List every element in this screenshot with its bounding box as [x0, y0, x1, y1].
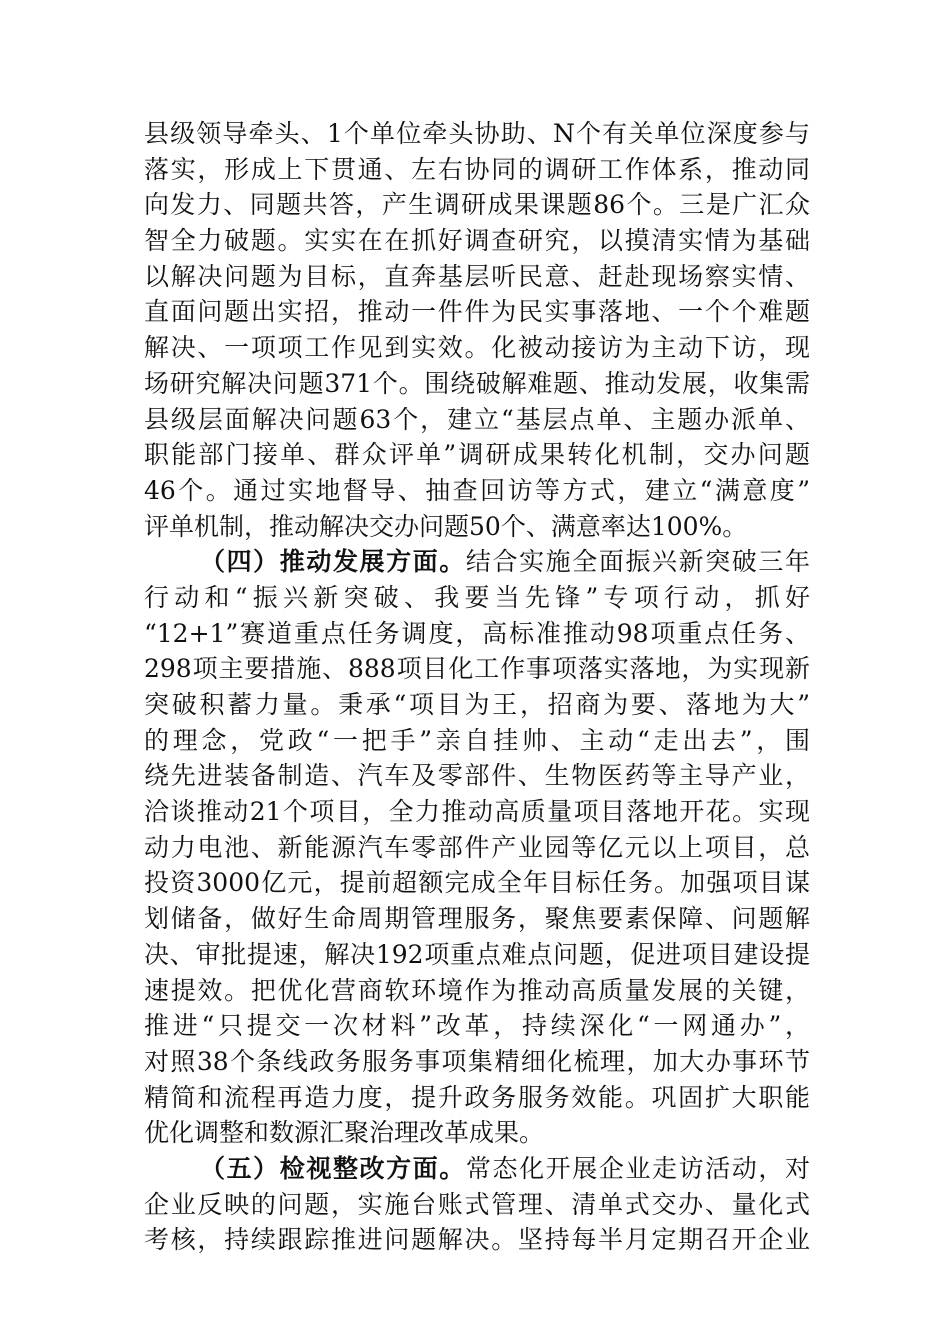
text-line: 评单机制，推动解决交办问题50个、满意率达100%。	[144, 511, 748, 541]
text-line: 推进“只提交一次材料”改革，持续深化“一网通办”，	[144, 1011, 810, 1041]
text-line: 298项主要措施、888项目化工作事项落实落地，为实现新	[144, 654, 810, 684]
section-first-line	[144, 544, 810, 580]
text-line: 划储备，做好生命周期管理服务，聚焦要素保障、问题解	[144, 904, 810, 934]
text-line: 洽谈推动21个项目，全力推动高质量项目落地开花。实现	[144, 797, 810, 827]
text-line: 智全力破题。实实在在抓好调查研究，以摸清实情为基础	[144, 226, 810, 256]
text-line: 场研究解决问题371个。围绕破解难题、推动发展，收集需	[144, 368, 810, 398]
text-line: 速提效。把优化营商软环境作为推动高质量发展的关键，	[144, 975, 810, 1005]
section-first-line-text: 结合实施全面振兴新突破三年	[465, 547, 810, 577]
text-line: 考核，持续跟踪推进问题解决。坚持每半月定期召开企业	[144, 1225, 810, 1255]
paragraph-research	[144, 116, 810, 544]
text-line: 行动和“振兴新突破、我要当先锋”专项行动，抓好	[144, 582, 810, 612]
text-line: 落实，形成上下贯通、左右协同的调研工作体系，推动同	[144, 154, 810, 184]
paragraph-rectification	[144, 1151, 810, 1258]
text-line: 46个。通过实地督导、抽查回访等方式，建立“满意度”	[144, 475, 811, 505]
text-line: 解决、一项项工作见到实效。化被动接访为主动下访，现	[144, 333, 810, 363]
text-line: “12+1”赛道重点任务调度，高标准推动98项重点任务、	[144, 618, 810, 648]
text-line: 投资3000亿元，提前超额完成全年目标任务。加强项目谋	[144, 868, 810, 898]
section-first-line	[144, 1151, 810, 1187]
text-line: 直面问题出实招，推动一件件为民实事落地、一个个难题	[144, 297, 810, 327]
text-line: 县级层面解决问题63个，建立“基层点单、主题办派单、	[144, 404, 810, 434]
document-body	[144, 116, 810, 1258]
section-heading: （五）检视整改方面。	[200, 1153, 466, 1183]
text-line: 动力电池、新能源汽车零部件产业园等亿元以上项目，总	[144, 832, 810, 862]
text-line: 县级领导牵头、1个单位牵头协助、N个有关单位深度参与	[144, 119, 810, 148]
text-line: 以解决问题为目标，直奔基层听民意、赶赴现场察实情、	[144, 261, 810, 291]
text-line: 突破积蓄力量。秉承“项目为王，招商为要、落地为大”	[144, 690, 810, 719]
text-line: 对照38个条线政务服务事项集精细化梳理，加大办事环节	[144, 1046, 810, 1076]
text-line: 职能部门接单、群众评单”调研成果转化机制，交办问题	[144, 440, 810, 470]
text-line: 精简和流程再造力度，提升政务服务效能。巩固扩大职能	[144, 1082, 810, 1112]
text-line: 企业反映的问题，实施台账式管理、清单式交办、量化式	[144, 1189, 810, 1219]
text-line: 的理念，党政“一把手”亲自挂帅、主动“走出去”，围	[144, 725, 810, 755]
text-line: 优化调整和数源汇聚治理改革成果。	[144, 1118, 545, 1148]
section-first-line-text: 常态化开展企业走访活动，对	[465, 1153, 810, 1183]
section-heading: （四）推动发展方面。	[200, 547, 466, 577]
text-line: 向发力、同题共答，产生调研成果课题86个。三是广汇众	[144, 190, 810, 220]
paragraph-development	[144, 544, 810, 1151]
text-line: 决、审批提速，解决192项重点难点问题，促进项目建设提	[144, 939, 810, 969]
text-line: 绕先进装备制造、汽车及零部件、生物医药等主导产业，	[144, 761, 810, 791]
